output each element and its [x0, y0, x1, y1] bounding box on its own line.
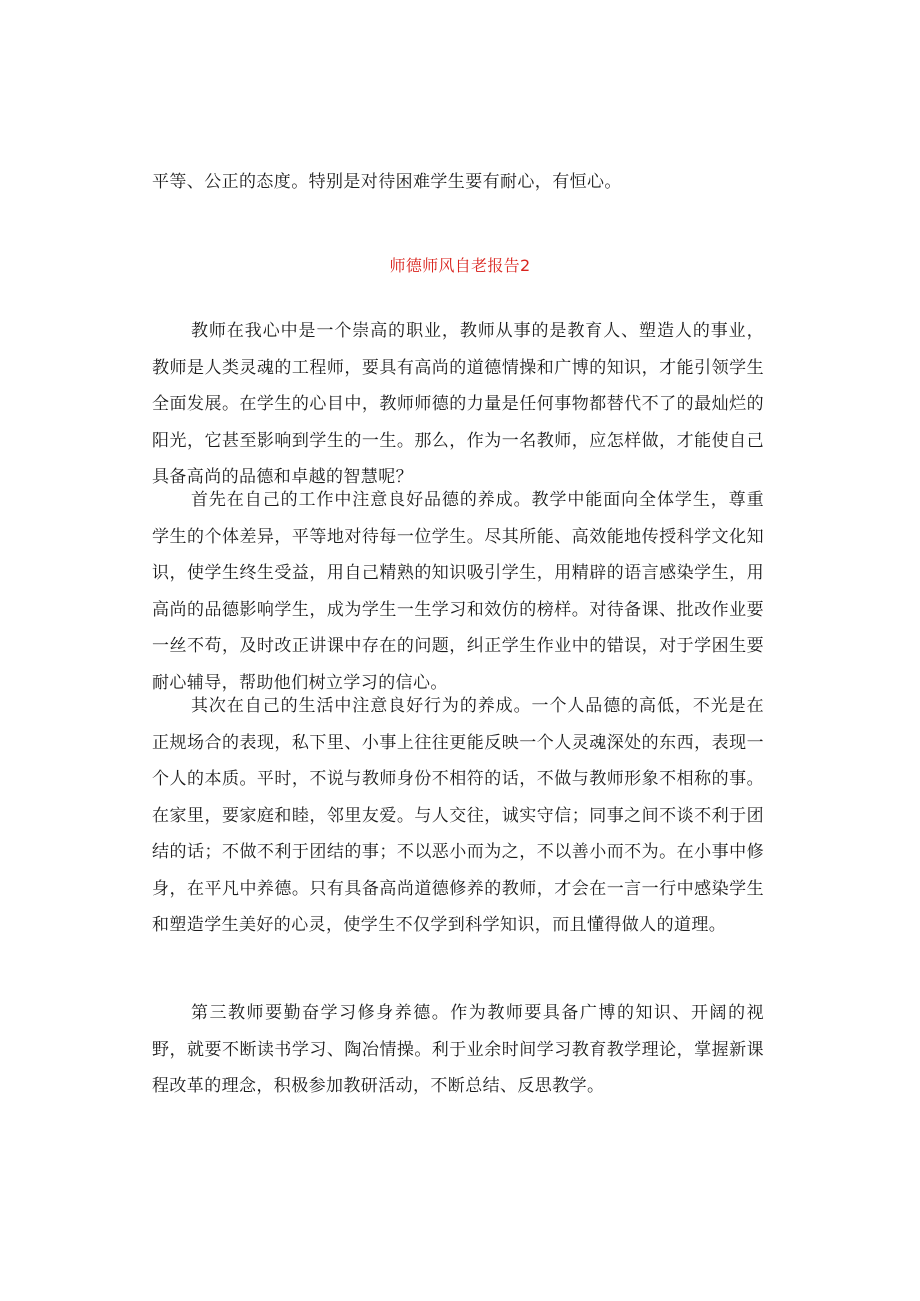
continuation-paragraph: 平等、公正的态度。特别是对待困难学生要有耐心，有恒心。 [152, 172, 622, 192]
body-paragraph-3: 其次在自己的生活中注意良好行为的养成。一个人品德的高低，不光是在正规场合的表现，私下里、小事上往往更能反映一个人灵魂深处的东西，表现一个人的本质。平时，不说与教师身份不相符的话，不做与教师形象不相称的事。在家里，要家庭和睦，邻里友爱。与人交往，诚实守信；同事之间不谈不利于团结的话；不做不利于团结的事；不以恶小而为之，不以善小而不为。在小事中修身，在平凡中养德。只有具备高尚道德修养的教师，才会在一言一行中感染学生和塑造学生美好的心灵，使学生不仅学到科学知识，而且懂得做人的道理。 [152, 696, 764, 935]
body-paragraph-2: 首先在自己的工作中注意良好品德的养成。教学中能面向全体学生，尊重学生的个体差异，平等地对待每一位学生。尽其所能、高效能地传授科学文化知识，使学生终生受益，用自己精熟的知识吸引学生，用精辟的语言感染学生，用高尚的品德影响学生，成为学生一生学习和效仿的榜样。对待备课、批改作业要一丝不苟，及时改正讲课中存在的问题，纠正学生作业中的错误，对于学困生要耐心辅导，帮助他们树立学习的信心。 [152, 490, 764, 693]
body-paragraph-1: 教师在我心中是一个崇高的职业，教师从事的是教育人、塑造人的事业，教师是人类灵魂的工程师，要具有高尚的道德情操和广博的知识，才能引领学生全面发展。在学生的心目中，教师师德的力量是任何事物都替代不了的最灿烂的阳光，它甚至影响到学生的一生。那么，作为一名教师，应怎样做，才能使自己具备高尚的品德和卓越的智慧呢？ [152, 321, 764, 487]
body-paragraph-4: 第三教师要勤奋学习修身养德。作为教师要具备广博的知识、开阔的视野，就要不断读书学习、陶冶情操。利于业余时间学习教育教学理论，掌握新课程改革的理念，积极参加教研活动，不断总结、反思教学。 [152, 1003, 764, 1096]
section-title: 师德师风自老报告2 [389, 256, 531, 275]
